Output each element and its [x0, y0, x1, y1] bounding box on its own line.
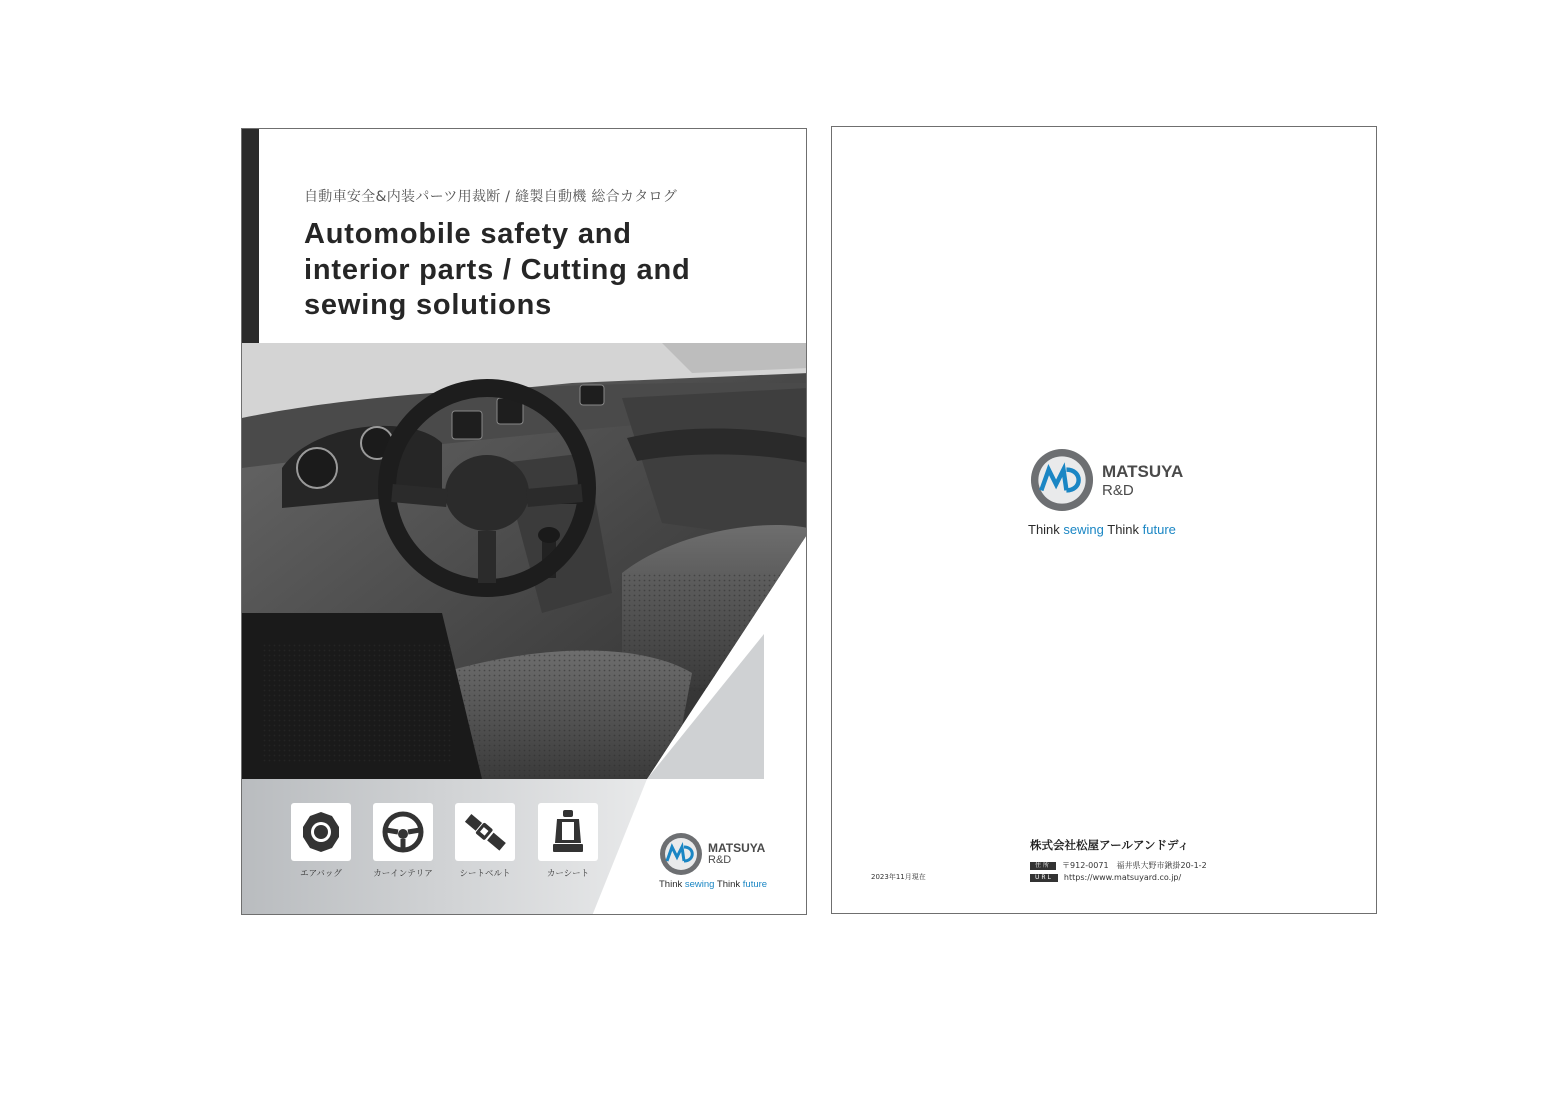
- catalog-subtitle: 自動車安全&内装パーツ用裁断 / 縫製自動機 総合カタログ: [304, 189, 678, 205]
- airbag-icon: [291, 803, 351, 861]
- mrd-emblem-icon: [658, 831, 704, 877]
- bottom-band: [242, 129, 807, 915]
- tagline-part-1: Think: [659, 879, 685, 890]
- mrd-emblem-icon: [1028, 446, 1096, 514]
- car-seat-label: カーシート: [546, 869, 590, 879]
- brand-sub: R&D: [708, 854, 732, 866]
- car-interior-tile: [373, 803, 433, 861]
- tagline-part-4: future: [742, 879, 768, 890]
- url-text[interactable]: https://www.matsuyard.co.jp/: [1063, 873, 1182, 882]
- airbag-label: エアバッグ: [300, 869, 342, 879]
- tagline-part-2: sewing: [684, 879, 715, 890]
- tagline-part-3: Think: [1103, 522, 1143, 537]
- brand-sub: R&D: [1102, 482, 1134, 499]
- steering-wheel-icon: [373, 803, 433, 861]
- brand-name: MATSUYA: [1102, 462, 1184, 481]
- front-cover: [241, 128, 807, 915]
- tagline-part-2: sewing: [1063, 522, 1104, 537]
- url-row: [1030, 873, 1181, 882]
- car-seat-icon: [538, 803, 598, 861]
- car-seat-tile: [538, 803, 598, 861]
- tagline-part-3: Think: [714, 879, 743, 890]
- tagline-part-4: future: [1142, 522, 1176, 537]
- title-line-2: interior parts / Cutting and: [304, 253, 691, 286]
- back-cover: [831, 126, 1377, 914]
- brand-tagline: [1028, 522, 1176, 537]
- airbag-tile: [291, 803, 351, 861]
- address-text: 〒912-0071 福井県大野市鍬掛20-1-2: [1062, 861, 1207, 870]
- title-line-3: sewing solutions: [304, 289, 553, 321]
- address-badge: 住所: [1030, 862, 1056, 870]
- title-line-1: Automobile safety and: [304, 218, 632, 250]
- brand-tagline: [659, 879, 767, 890]
- brand-name: MATSUYA: [708, 841, 766, 855]
- seatbelt-tile: [455, 803, 515, 861]
- car-interior-label: カーインテリア: [373, 869, 433, 879]
- tagline-part-1: Think: [1028, 522, 1064, 537]
- seatbelt-icon: [455, 803, 515, 861]
- seatbelt-label: シートベルト: [459, 869, 511, 879]
- company-name: 株式会社松屋アールアンドディ: [1030, 838, 1190, 852]
- address-row: [1030, 860, 1207, 871]
- issue-date: 2023年11月現在: [871, 873, 926, 881]
- url-badge: URL: [1030, 874, 1058, 882]
